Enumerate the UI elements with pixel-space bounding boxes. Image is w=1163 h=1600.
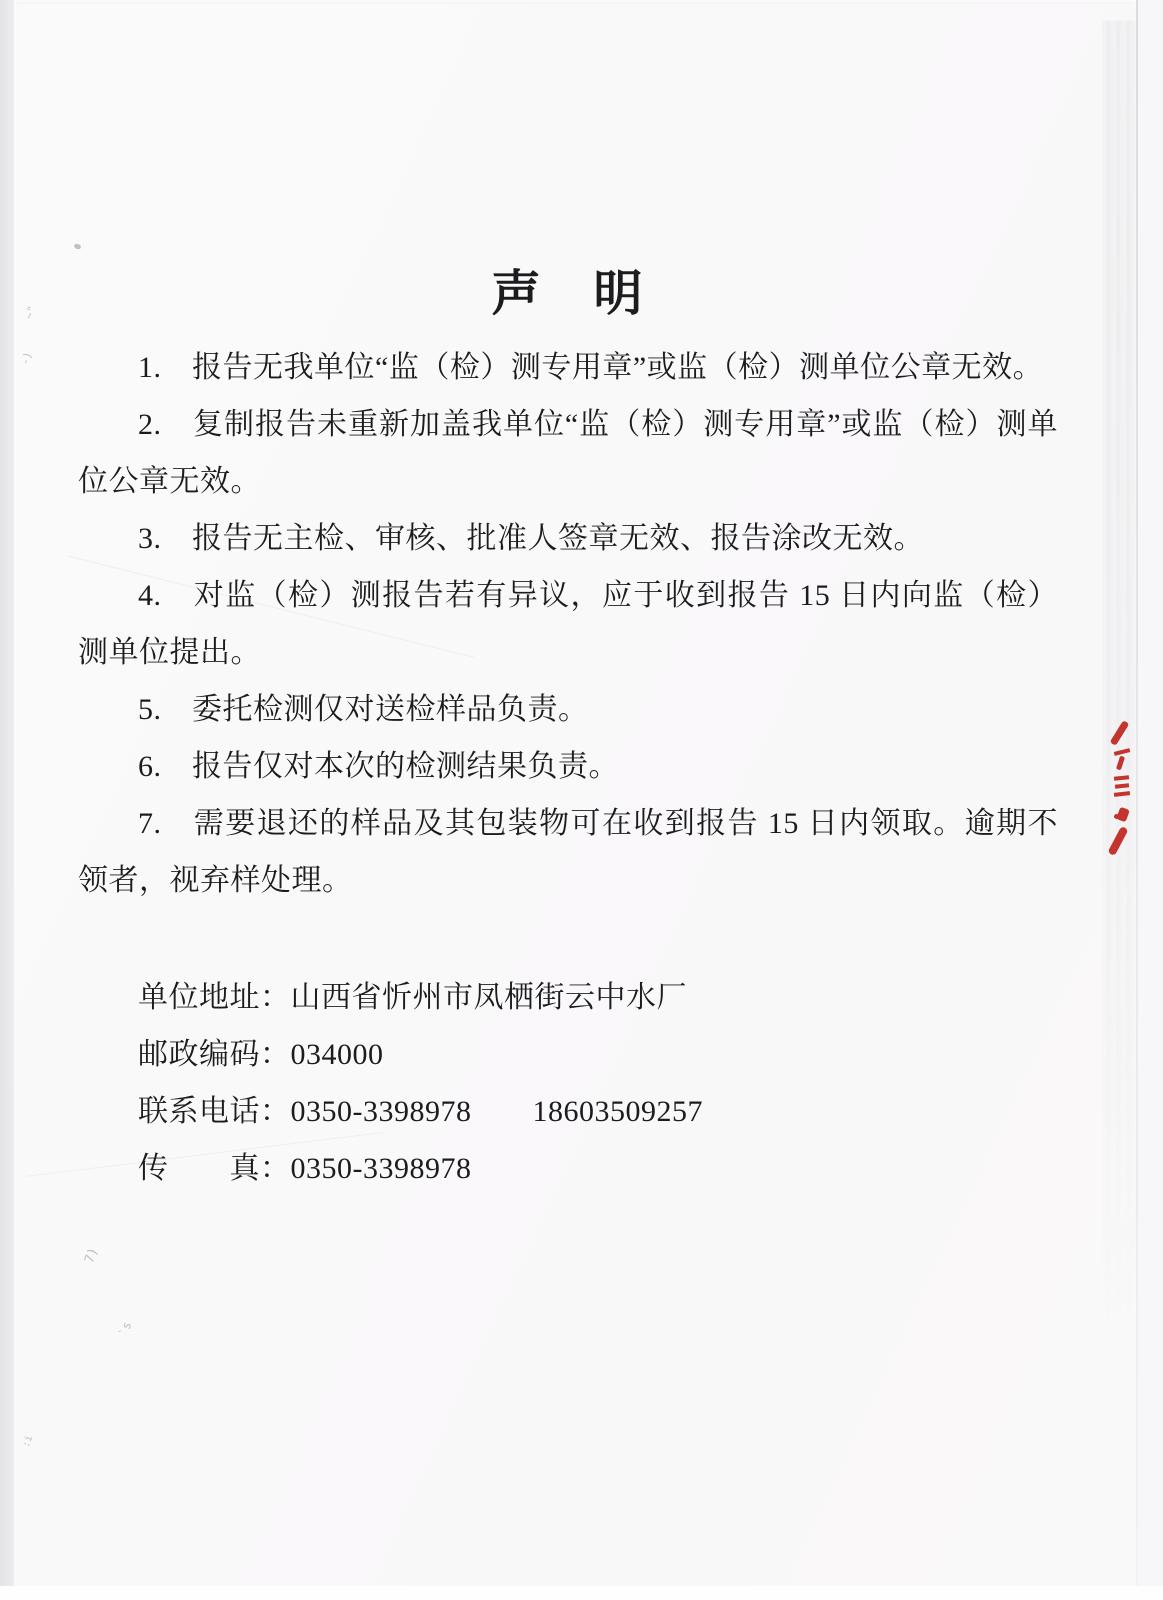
scan-fold-band: [1102, 20, 1136, 1350]
statement-item-3: 3. 报告无主检、审核、批准人签章无效、报告涂改无效。: [138, 522, 924, 555]
pencil-mark: :i: [20, 1433, 36, 1450]
contact-address-line: [78, 969, 1058, 1026]
fax-value: 0350-3398978: [290, 1152, 472, 1185]
statement-item-7: 7. 需要退还的样品及其包装物可在收到报告 15 日内领取。逾期不领者，视弃样处理。: [78, 807, 1058, 897]
address-value: 山西省忻州市凤栖街云中水厂: [290, 981, 687, 1014]
phone-label: 联系电话：: [138, 1095, 291, 1128]
red-stamp-fragment: [1108, 718, 1136, 858]
address-label: 单位地址：: [138, 981, 291, 1014]
page-title: 声 明: [491, 267, 645, 321]
contact-block: [78, 969, 1058, 1197]
statement-item-2: 2. 复制报告未重新加盖我单位“监（检）测专用章”或监（检）测单位公章无效。: [78, 408, 1058, 498]
contact-phone-line: [78, 1083, 1058, 1140]
pencil-mark: 7): [82, 1245, 102, 1266]
pencil-mark: ~": [22, 304, 39, 321]
pencil-mark: `s: [116, 1319, 135, 1339]
phone-value: 0350-3398978 18603509257: [290, 1095, 703, 1128]
statement-items: [78, 339, 1058, 909]
statement-item-4: 4. 对监（检）测报告若有异议，应于收到报告 15 日内向监（检）测单位提出。: [78, 579, 1058, 669]
postcode-label: 邮政编码：: [138, 1038, 291, 1071]
pencil-mark: -): [18, 350, 35, 367]
scan-edge-left: [0, 0, 14, 1600]
scan-margin-right: [1138, 0, 1163, 1586]
contact-postcode-line: [78, 1026, 1058, 1083]
postcode-value: 034000: [290, 1038, 384, 1071]
statement-item-6: 6. 报告仅对本次的检测结果负责。: [138, 750, 619, 783]
statement-item-1: 1. 报告无我单位“监（检）测专用章”或监（检）测单位公章无效。: [138, 351, 1044, 384]
statement-item-5: 5. 委托检测仅对送检样品负责。: [138, 693, 589, 726]
scan-edge-bottom: [0, 1586, 1163, 1600]
fax-label: 传 真：: [138, 1152, 291, 1185]
contact-fax-line: [78, 1140, 1058, 1197]
